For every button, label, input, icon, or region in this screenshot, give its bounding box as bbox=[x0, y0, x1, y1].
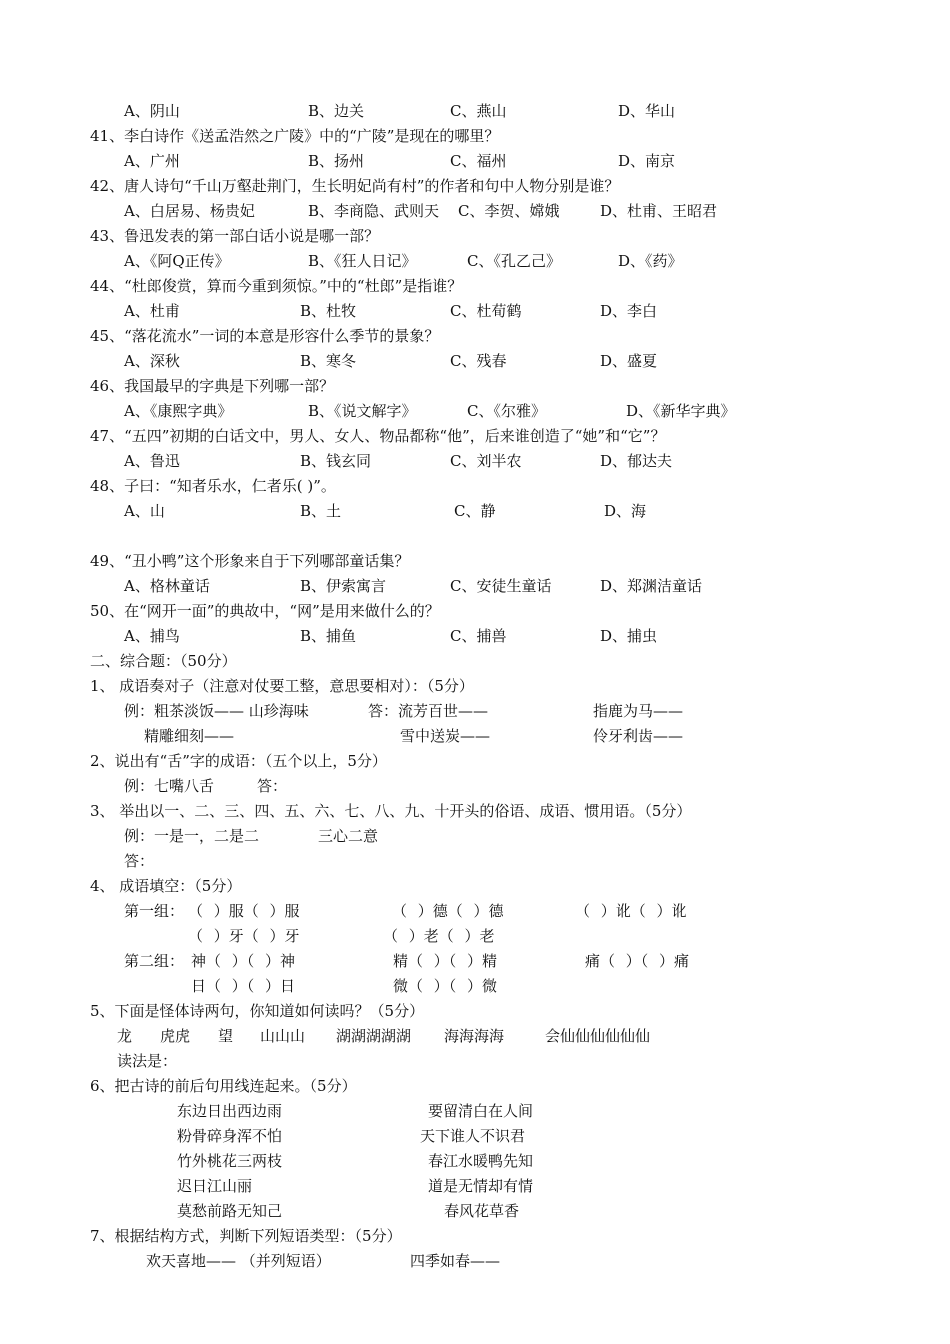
option-b: B、《狂人日记》 bbox=[308, 252, 417, 270]
s7-item: 四季如春—— bbox=[410, 1252, 501, 1270]
option-d: D、华山 bbox=[618, 102, 676, 120]
poem-line-left: 粉骨碎身浑不怕 bbox=[177, 1127, 283, 1145]
option-a: A、阴山 bbox=[124, 102, 180, 120]
s5-title: 5、下面是怪体诗两句，你知道如何读吗？（5分） bbox=[90, 1002, 425, 1020]
s1-item: 精雕细刻—— bbox=[144, 727, 235, 745]
s1-item: 指鹿为马—— bbox=[593, 702, 684, 720]
question-50: 50、在“网开一面”的典故中，“网”是用来做什么的？ bbox=[90, 602, 440, 620]
option-b: B、李商隐、武则天 bbox=[308, 202, 440, 220]
poem-word: 龙 bbox=[117, 1027, 133, 1045]
option-a: A、广州 bbox=[124, 152, 180, 170]
option-c: C、《尔雅》 bbox=[467, 402, 546, 420]
s7-item: 欢天喜地—— （并列短语） bbox=[146, 1252, 331, 1270]
s2-title: 2、说出有“舌”字的成语：（五个以上，5分） bbox=[90, 752, 387, 770]
option-d: D、南京 bbox=[618, 152, 676, 170]
option-a: A、《阿Q正传》 bbox=[124, 252, 230, 270]
s1-answer-label: 答：流芳百世—— bbox=[368, 702, 489, 720]
option-c: C、安徒生童话 bbox=[450, 577, 552, 595]
poem-line-left: 莫愁前路无知己 bbox=[177, 1202, 283, 1220]
s4-title: 4、 成语填空：（5分） bbox=[90, 877, 242, 895]
s3-example-2: 三心二意 bbox=[318, 827, 379, 845]
option-a: A、捕鸟 bbox=[124, 627, 180, 645]
poem-line-right: 道是无情却有情 bbox=[428, 1177, 534, 1195]
s4-group-label: 第二组： bbox=[124, 952, 185, 970]
option-c: C、捕兽 bbox=[450, 627, 507, 645]
fill-blank: （ ）老（ ）老 bbox=[383, 927, 495, 945]
fill-blank: （ ）讹（ ）讹 bbox=[575, 902, 687, 920]
fill-blank: 精（ ）（ ）精 bbox=[393, 952, 498, 970]
s2-example: 例：七嘴八舌 bbox=[124, 777, 215, 795]
option-d: D、《药》 bbox=[618, 252, 683, 270]
s1-title: 1、 成语奏对子（注意对仗要工整，意思要相对）：（5分） bbox=[90, 677, 474, 695]
option-c: C、杜荀鹤 bbox=[450, 302, 522, 320]
poem-word: 望 bbox=[218, 1027, 234, 1045]
option-d: D、《新华字典》 bbox=[626, 402, 736, 420]
option-a: A、山 bbox=[124, 502, 165, 520]
poem-line-left: 迟日江山丽 bbox=[177, 1177, 253, 1195]
s1-example: 例：粗茶淡饭—— 山珍海味 bbox=[124, 702, 309, 720]
option-a: A、格林童话 bbox=[124, 577, 210, 595]
option-b: B、捕鱼 bbox=[300, 627, 357, 645]
question-47: 47、“五四”初期的白话文中，男人、女人、物品都称“他”，后来谁创造了“她”和“它”？ bbox=[90, 427, 666, 445]
option-c: C、静 bbox=[454, 502, 496, 520]
option-b: B、寒冬 bbox=[300, 352, 357, 370]
option-a: A、杜甫 bbox=[124, 302, 180, 320]
s7-title: 7、根据结构方式，判断下列短语类型：（5分） bbox=[90, 1227, 402, 1245]
poem-line-left: 东边日出西边雨 bbox=[177, 1102, 283, 1120]
s3-title: 3、 举出以一、二、三、四、五、六、七、八、九、十开头的俗语、成语、惯用语。（5分） bbox=[90, 802, 692, 820]
s1-item: 伶牙利齿—— bbox=[593, 727, 684, 745]
option-c: C、李贺、嫦娥 bbox=[458, 202, 560, 220]
fill-blank: 微（ ）（ ）微 bbox=[393, 977, 498, 995]
option-d: D、捕虫 bbox=[600, 627, 658, 645]
s6-title: 6、把古诗的前后句用线连起来。（5分） bbox=[90, 1077, 357, 1095]
s4-group-label: 第一组： bbox=[124, 902, 185, 920]
fill-blank: （ ）德（ ）德 bbox=[392, 902, 504, 920]
section-heading: 二、综合题：（50分） bbox=[90, 652, 237, 670]
option-c: C、福州 bbox=[450, 152, 507, 170]
option-b: B、扬州 bbox=[308, 152, 365, 170]
option-b: B、钱玄同 bbox=[300, 452, 372, 470]
option-d: D、郁达夫 bbox=[600, 452, 673, 470]
option-a: A、鲁迅 bbox=[124, 452, 180, 470]
s1-item: 雪中送炭—— bbox=[400, 727, 491, 745]
poem-word: 虎虎 bbox=[160, 1027, 191, 1045]
option-b: B、伊索寓言 bbox=[300, 577, 387, 595]
question-41: 41、李白诗作《送孟浩然之广陵》中的“广陵”是现在的哪里？ bbox=[90, 127, 500, 145]
poem-word: 会仙仙仙仙仙仙 bbox=[545, 1027, 651, 1045]
s3-answer: 答： bbox=[124, 852, 155, 870]
poem-word: 湖湖湖湖湖 bbox=[336, 1027, 412, 1045]
question-48: 48、子曰：“知者乐水，仁者乐( )”。 bbox=[90, 477, 336, 495]
question-45: 45、“落花流水”一词的本意是形容什么季节的景象？ bbox=[90, 327, 440, 345]
option-c: C、残春 bbox=[450, 352, 507, 370]
option-d: D、李白 bbox=[600, 302, 658, 320]
option-d: D、郑渊洁童话 bbox=[600, 577, 703, 595]
option-b: B、杜牧 bbox=[300, 302, 357, 320]
option-b: B、边关 bbox=[308, 102, 365, 120]
s3-example: 例：一是一，二是二 bbox=[124, 827, 260, 845]
option-d: D、海 bbox=[604, 502, 647, 520]
s5-read-label: 读法是： bbox=[117, 1052, 178, 1070]
option-a: A、《康熙字典》 bbox=[124, 402, 233, 420]
poem-line-right: 春江水暖鸭先知 bbox=[428, 1152, 534, 1170]
option-a: A、白居易、杨贵妃 bbox=[124, 202, 255, 220]
poem-line-right: 天下谁人不识君 bbox=[420, 1127, 526, 1145]
question-46: 46、我国最早的字典是下列哪一部？ bbox=[90, 377, 335, 395]
poem-word: 山山山 bbox=[260, 1027, 306, 1045]
option-d: D、杜甫、王昭君 bbox=[600, 202, 718, 220]
question-43: 43、鲁迅发表的第一部白话小说是哪一部？ bbox=[90, 227, 380, 245]
s2-answer: 答： bbox=[257, 777, 288, 795]
option-a: A、深秋 bbox=[124, 352, 180, 370]
option-c: C、刘半农 bbox=[450, 452, 522, 470]
fill-blank: （ ）服（ ）服 bbox=[188, 902, 300, 920]
question-44: 44、“杜郎俊赏，算而今重到须惊。”中的“杜郎”是指谁？ bbox=[90, 277, 463, 295]
poem-line-right: 春风花草香 bbox=[444, 1202, 520, 1220]
fill-blank: （ ）牙（ ）牙 bbox=[188, 927, 300, 945]
poem-word: 海海海海 bbox=[444, 1027, 505, 1045]
fill-blank: 日（ ）（ ）日 bbox=[191, 977, 296, 995]
option-b: B、《说文解字》 bbox=[308, 402, 417, 420]
option-c: C、《孔乙己》 bbox=[467, 252, 561, 270]
poem-line-right: 要留清白在人间 bbox=[428, 1102, 534, 1120]
poem-line-left: 竹外桃花三两枝 bbox=[177, 1152, 283, 1170]
option-d: D、盛夏 bbox=[600, 352, 658, 370]
question-49: 49、“丑小鸭”这个形象来自于下列哪部童话集？ bbox=[90, 552, 410, 570]
question-42: 42、唐人诗句“千山万壑赴荆门，生长明妃尚有村”的作者和句中人物分别是谁？ bbox=[90, 177, 620, 195]
fill-blank: 神（ ）（ ）神 bbox=[191, 952, 296, 970]
option-c: C、燕山 bbox=[450, 102, 507, 120]
option-b: B、土 bbox=[300, 502, 342, 520]
fill-blank: 痛（ ）（ ）痛 bbox=[585, 952, 690, 970]
